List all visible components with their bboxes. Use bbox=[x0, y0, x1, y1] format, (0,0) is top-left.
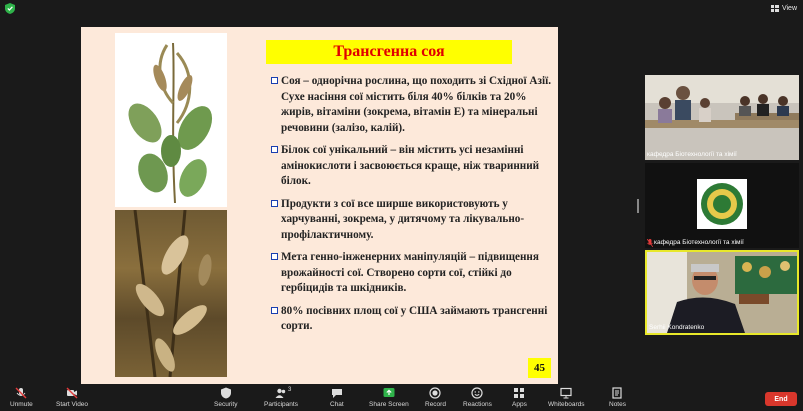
checkbox-bullet-icon bbox=[271, 200, 278, 207]
participants-count: 3 bbox=[288, 387, 292, 393]
bullet-item bbox=[271, 304, 551, 335]
shield-icon bbox=[220, 387, 232, 399]
classroom-video bbox=[645, 75, 799, 160]
unmute-label: Unmute bbox=[10, 401, 33, 408]
participant-tile[interactable] bbox=[645, 75, 799, 160]
bullet-text: Білок сої унікальний – він містить усі незамінні амінокислоти і засвоюється краще, ніж тваринний білок. bbox=[281, 144, 540, 187]
people-icon bbox=[275, 387, 287, 399]
apps-label: Apps bbox=[512, 401, 527, 408]
participant-tile[interactable] bbox=[645, 163, 799, 248]
notes-label: Notes bbox=[609, 401, 626, 408]
video-off-icon bbox=[66, 387, 78, 399]
apps-button[interactable] bbox=[512, 387, 527, 408]
bullet-item bbox=[271, 197, 551, 244]
start-video-button[interactable] bbox=[56, 387, 88, 408]
mic-muted-icon bbox=[647, 239, 652, 246]
view-label: View bbox=[781, 4, 797, 12]
security-shield-icon bbox=[5, 3, 15, 14]
participant-tile-active-speaker[interactable] bbox=[645, 250, 799, 335]
record-button[interactable] bbox=[425, 387, 446, 408]
university-logo-video bbox=[645, 163, 799, 248]
participants-button[interactable] bbox=[264, 387, 298, 408]
checkbox-bullet-icon bbox=[271, 307, 278, 314]
security-label: Security bbox=[214, 401, 238, 408]
panel-resize-handle[interactable] bbox=[637, 199, 639, 213]
participant-name bbox=[647, 239, 744, 246]
bullet-text: Продукти з сої все ширше використовують у харчуванні, зокрема, у дитячому та лікувально-профілактичному. bbox=[281, 197, 525, 241]
grid-view-icon bbox=[771, 5, 779, 12]
bullet-text: 80% посівних площ сої у США займають трансгенні сорти. bbox=[281, 304, 548, 332]
end-meeting-button[interactable]: End bbox=[765, 392, 797, 406]
record-label: Record bbox=[425, 401, 446, 408]
share-screen-button[interactable] bbox=[369, 387, 409, 408]
whiteboards-label: Whiteboards bbox=[548, 401, 585, 408]
reactions-button[interactable] bbox=[463, 387, 492, 408]
participant-name-text: кафедра Біотехнології та хімії bbox=[647, 151, 737, 158]
top-bar bbox=[0, 0, 803, 16]
bullet-item bbox=[271, 74, 551, 136]
smiley-icon bbox=[471, 387, 483, 399]
bullet-list bbox=[271, 74, 551, 342]
bullet-text: Соя – однорічна рослина, що походить зі Східної Азії. Сухе насіння сої містить біля 40% білків та 20% жирів, вітаміни (зокрема, вітамін Е) та мінеральні речовини (залізо, калій). bbox=[281, 75, 552, 134]
participants-label: Participants bbox=[264, 401, 298, 408]
view-button[interactable] bbox=[771, 2, 797, 14]
checkbox-bullet-icon bbox=[271, 146, 278, 153]
slide-title: Трансгенна соя bbox=[266, 40, 512, 64]
participant-name bbox=[647, 151, 737, 158]
speaker-video bbox=[647, 252, 797, 333]
share-screen-label: Share Screen bbox=[369, 401, 409, 408]
participant-name-text: кафедра Біотехнології та хімії bbox=[654, 239, 744, 246]
meeting-toolbar bbox=[0, 385, 803, 411]
share-screen-icon bbox=[383, 387, 395, 399]
soy-pods-photo bbox=[115, 210, 227, 377]
checkbox-bullet-icon bbox=[271, 77, 278, 84]
unmute-button[interactable] bbox=[10, 387, 33, 408]
whiteboard-icon bbox=[560, 387, 572, 399]
start-video-label: Start Video bbox=[56, 401, 89, 408]
slide-page-number: 45 bbox=[528, 358, 551, 378]
soy-plant-illustration bbox=[115, 33, 227, 207]
chat-bubble-icon bbox=[331, 387, 343, 399]
whiteboards-button[interactable] bbox=[548, 387, 585, 408]
bullet-item bbox=[271, 250, 551, 297]
checkbox-bullet-icon bbox=[271, 253, 278, 260]
security-button[interactable] bbox=[214, 387, 237, 408]
bullet-item bbox=[271, 143, 551, 190]
bullet-text: Мета генно-інженерних маніпуляцій – підвищення врожайності сої. Створено сорти сої, стійкі до гербіцидів та шкідників. bbox=[281, 251, 539, 294]
notes-button[interactable] bbox=[609, 387, 626, 408]
chat-button[interactable] bbox=[330, 387, 344, 408]
chat-label: Chat bbox=[330, 401, 344, 408]
mic-muted-icon bbox=[15, 387, 27, 399]
participant-name bbox=[649, 324, 704, 331]
participant-name-text: Serhii Kondratenko bbox=[649, 324, 705, 331]
reactions-label: Reactions bbox=[463, 401, 492, 408]
notes-icon bbox=[611, 387, 623, 399]
record-icon bbox=[429, 387, 441, 399]
apps-grid-icon bbox=[513, 387, 525, 399]
shared-slide bbox=[81, 27, 558, 384]
